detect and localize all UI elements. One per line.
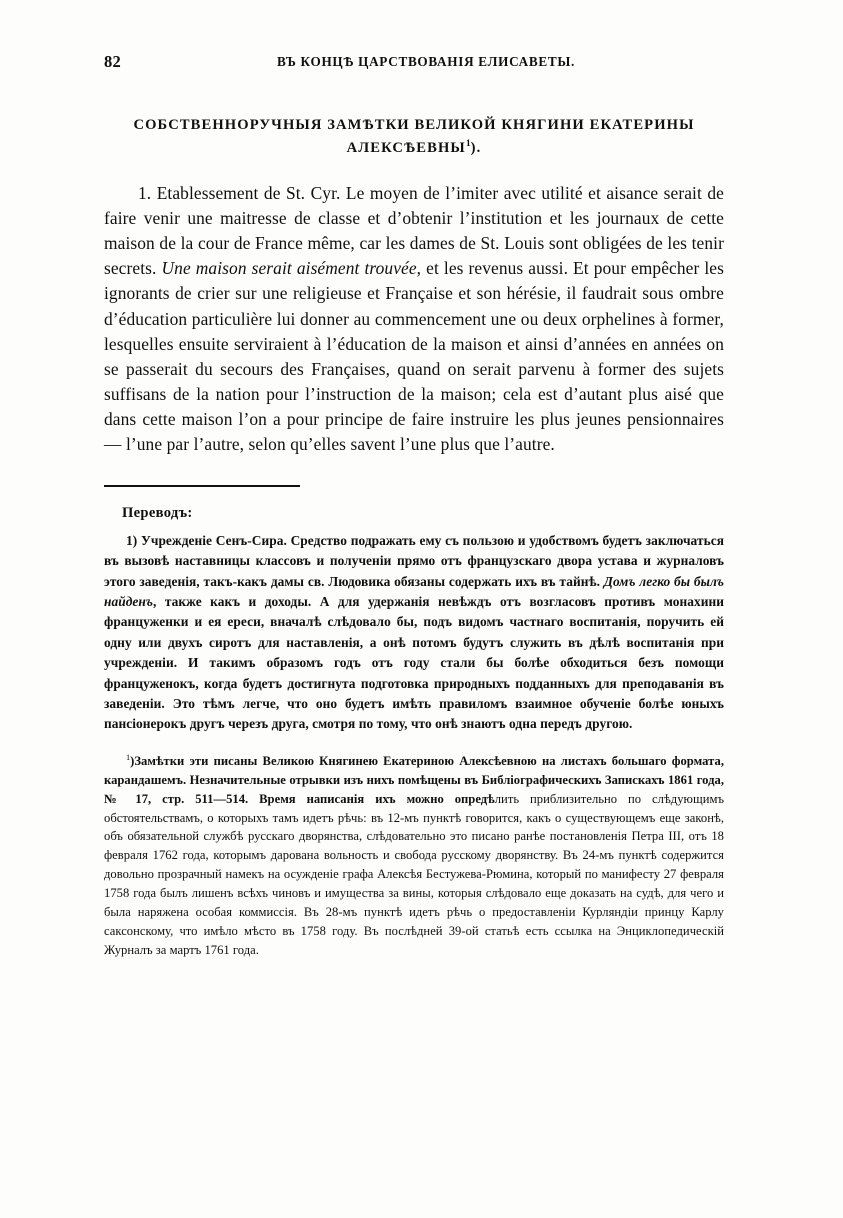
- page-number: 82: [104, 52, 121, 71]
- translation-part-1: 1) Учрежденіе Сенъ-Сира. Средство подражать ему съ пользою и удобствомъ будетъ заключаться въ вызовѣ наставницы классовъ и полученіи прямо отъ французскаго двора устава и журналовъ этого заведенія, такъ-какъ дамы св. Людовика обязаны содержать ихъ въ тайнѣ.: [104, 532, 724, 589]
- footnote-marker: 1: [126, 752, 131, 762]
- french-text-part-1: 1. Etablessement de St. Cyr. Le moyen de l’imiter avec utilité et aisance serait de faire venir une maitresse de classe et d’obtenir l’institution et les journaux de cette maison de la cour de France même, car les dames de St. Louis sont obligées de les tenir secrets.: [104, 183, 724, 279]
- footnote-marker-tail: ): [130, 753, 135, 768]
- translation-body-text: [104, 531, 724, 735]
- footnote-lead-text: Замѣтки эти писаны Великою Княгинею Екатериною Алексѣевною на листахъ большаго формата, карандашемъ. Незначительные отрывки изъ нихъ помѣщены въ Библіографическихъ Запискахъ 1861 года, № 17, стр. 511—514. Время написанія ихъ можно опредѣ: [104, 753, 724, 806]
- article-title-line2: [114, 137, 714, 160]
- translation-italic-1: Домъ легко бы былъ найденъ: [104, 573, 724, 610]
- article-title: [114, 114, 714, 159]
- article-title-line2-text: АЛЕКСѢЕВНЫ: [346, 139, 466, 156]
- translation-part-2: , также какъ и доходы. А для удержанія невѣждъ отъ возгласовъ противъ монахини француженки и ея ереси, вначалѣ слѣдовало бы, подъ видомъ частнаго воспитанія, поручить ей одну или двухъ сиротъ для наставленія, а онѣ потомъ будутъ служить въ дѣлѣ воспитанія при учрежденіи. И такимъ образомъ годъ отъ году стали бы болѣе обходиться безъ помощи француженокъ, когда будетъ достигнута подготовка природныхъ подданныхъ для преподаванія въ заведеніи. Это тѣмъ легче, что оно будетъ имѣть правиломъ взаимное обученіе болѣе юныхъ пансіонерокъ другъ черезъ друга, смотря по тому, что онѣ знаютъ одна передъ другою.: [104, 594, 724, 732]
- translation-label: Переводъ:: [122, 504, 193, 521]
- running-head-title: ВЪ КОНЦѢ ЦАРСТВОВАНІЯ ЕЛИСАВЕТЫ.: [276, 54, 576, 69]
- footnote-block: [104, 752, 724, 960]
- page-header: [104, 52, 724, 78]
- section-divider-rule: [104, 485, 300, 487]
- page-content: [104, 52, 724, 960]
- footnote-rest-text: лить приблизительно по слѣдующимъ обстоятельствамъ, о которыхъ тамъ идетъ рѣчь: въ 12-мъ пунктѣ говорится, какъ о существующемъ еще законѣ, объ обязательной службѣ русскаго дворянства, слѣдовательно это писано ранѣе постановленія Петра III, отъ 18 февраля 1762 года, которымъ дарована вольность и свобода русскому дворянству. Въ 24-мъ пунктѣ содержится довольно прозрачный намекъ на осужденіе графа Алексѣя Бестужева-Рюмина, который по манифесту 27 февраля 1758 года былъ лишенъ всѣхъ чиновъ и имущества за вины, которыя слѣдовало еще доказать на судѣ, для чего и была наряжена особая коммиссія. Въ 28-мъ пунктѣ идетъ рѣчь о предоставленіи Курляндіи принцу Карлу саксонскому, что имѣло мѣсто въ 1758 году. Въ послѣдней 39-ой статьѣ есть ссылка на Энциклопедическій Журналъ за мартъ 1761 года.: [104, 791, 724, 957]
- french-body-text: [104, 181, 724, 457]
- french-text-italic-1: Une maison serait aisément trouvée: [161, 258, 417, 279]
- article-title-footnote-marker: 1: [465, 137, 471, 149]
- french-text-part-2: , et les revenus aussi. Et pour empêcher les ignorants de crier sur une religieuse et Française et son hérésie, il faudrait sous ombre d’éducation particulière lui donner au commencement une ou deux orphelines à former, lesquelles ensuite serviraient à l’éducation de la maison et ainsi d’années en années on se passerait du secours des Françaises, quand on serait parvenu à former des sujets suffisans de la nation pour l’instruction de la maison; cela est d’autant plus aisé que dans cette maison l’on a pour principe de faire instruire les plus jeunes pensionnaires — l’une par l’autre, selon qu’elles savent l’une plus que l’autre.: [104, 258, 724, 454]
- article-title-line1: СОБСТВЕННОРУЧНЫЯ ЗАМѢТКИ ВЕЛИКОЙ КНЯГИНИ ЕКАТЕРИНЫ: [133, 117, 695, 133]
- article-title-line2-tail: ).: [470, 139, 482, 156]
